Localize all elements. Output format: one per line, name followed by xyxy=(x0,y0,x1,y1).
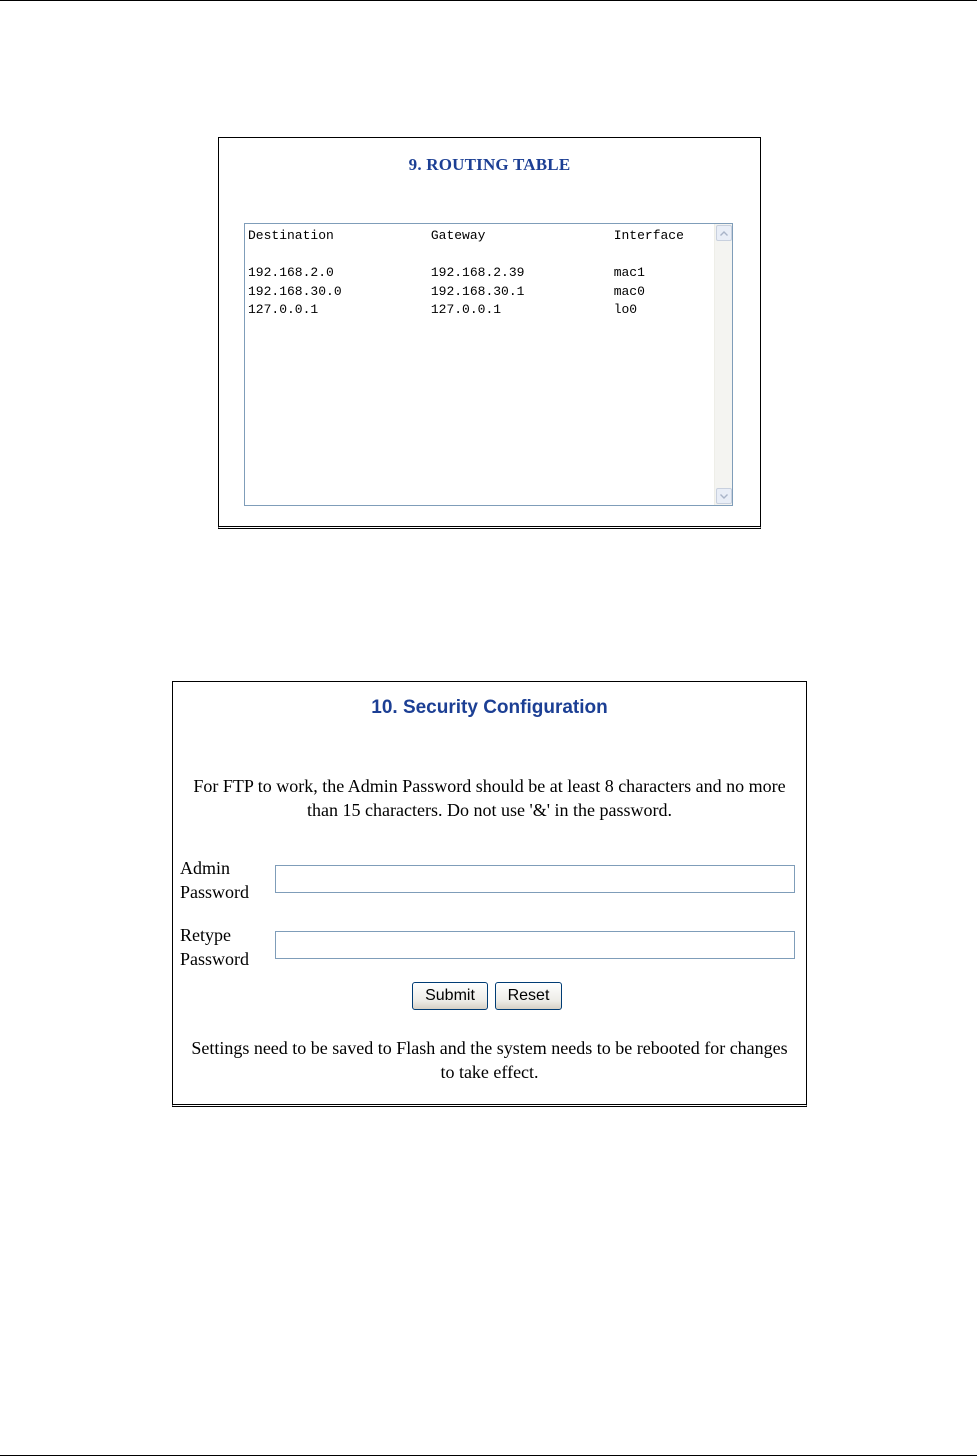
routing-table-textarea[interactable] xyxy=(244,223,733,506)
routing-table-panel xyxy=(218,137,761,529)
page-top-rule xyxy=(0,0,977,1)
security-configuration-panel xyxy=(172,681,807,1107)
route-gateway: 127.0.0.1 xyxy=(430,302,502,317)
route-destination: 192.168.2.0 xyxy=(248,265,334,280)
reset-button[interactable]: Reset xyxy=(495,982,562,1010)
admin-password-input[interactable] xyxy=(275,865,795,893)
scroll-down-button[interactable] xyxy=(716,488,732,504)
route-gateway: 192.168.2.39 xyxy=(430,265,525,280)
column-header-interface: Interface xyxy=(613,228,684,243)
submit-button[interactable]: Submit xyxy=(412,982,488,1010)
chevron-up-icon xyxy=(720,231,728,236)
scroll-up-button[interactable] xyxy=(716,225,732,241)
route-interface: lo0 xyxy=(613,302,638,317)
table-row xyxy=(248,264,712,283)
column-header-destination: Destination xyxy=(248,228,334,243)
route-destination: 192.168.30.0 xyxy=(248,283,342,299)
retype-password-label: Retype Password xyxy=(180,925,250,969)
table-row xyxy=(248,283,712,302)
route-interface: mac1 xyxy=(613,265,645,280)
route-interface: mac0 xyxy=(613,283,645,299)
retype-password-input[interactable] xyxy=(275,931,795,959)
column-header-gateway: Gateway xyxy=(430,228,486,243)
table-row xyxy=(248,301,712,320)
route-gateway: 192.168.30.1 xyxy=(430,283,525,299)
vertical-scrollbar[interactable] xyxy=(714,224,732,505)
route-destination: 127.0.0.1 xyxy=(248,302,319,317)
routing-table-title: 9. ROUTING TABLE xyxy=(408,155,571,174)
security-title: 10. Security Configuration xyxy=(371,697,608,718)
chevron-down-icon xyxy=(720,494,728,499)
admin-password-label: Admin Password xyxy=(180,858,250,902)
routing-table-content xyxy=(248,227,712,502)
routing-table-header xyxy=(248,227,712,246)
reboot-notice: Settings need to be saved to Flash and the system needs to be rebooted for changes to take effect. xyxy=(191,1038,788,1082)
password-requirements-note: For FTP to work, the Admin Password should be at least 8 characters and no more than 15 characters. Do not use '&' in the password. xyxy=(193,776,786,820)
